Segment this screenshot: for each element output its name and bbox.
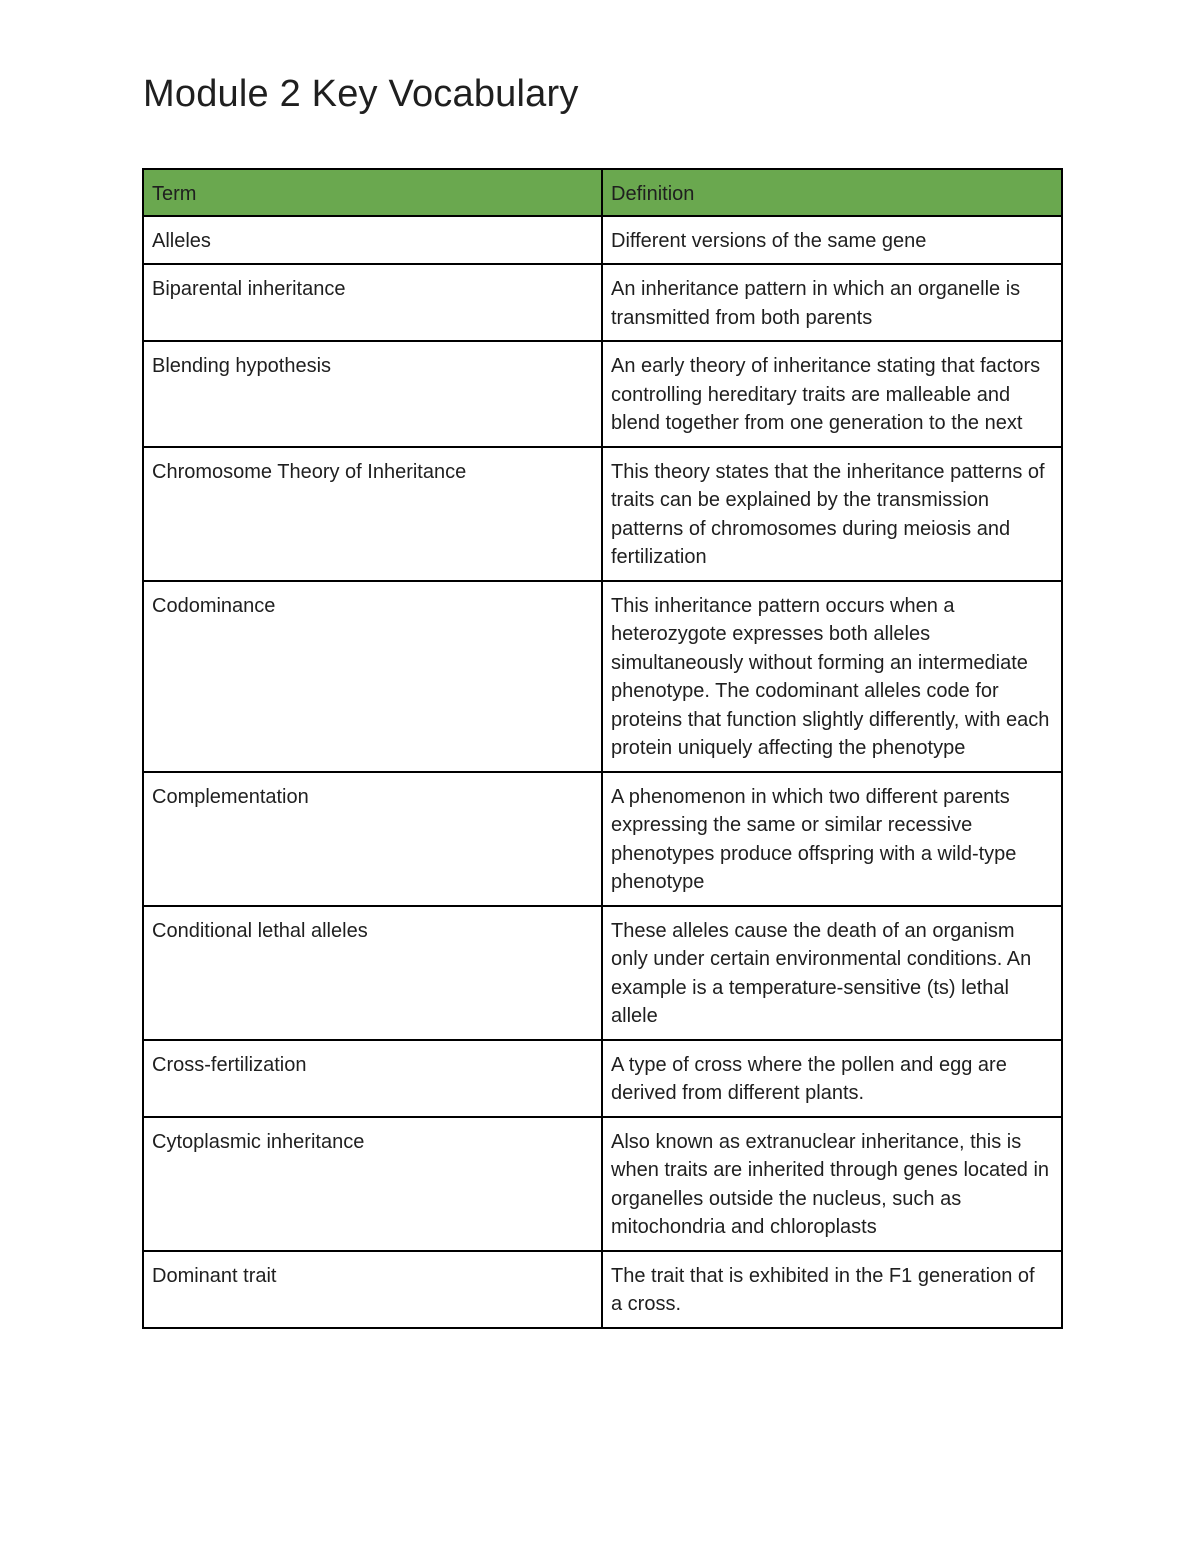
table-header	[143, 169, 1062, 216]
column-header-definition: Definition	[602, 169, 1062, 216]
definition-cell: These alleles cause the death of an organism only under certain environmental conditions. An example is a temperature-sensitive (ts) lethal allele	[602, 906, 1062, 1040]
definition-cell: A type of cross where the pollen and egg are derived from different plants.	[602, 1040, 1062, 1117]
term-cell: Chromosome Theory of Inheritance	[143, 447, 602, 581]
table-row	[143, 906, 1062, 1040]
table-row	[143, 1040, 1062, 1117]
term-cell: Conditional lethal alleles	[143, 906, 602, 1040]
column-header-term: Term	[143, 169, 602, 216]
table-row	[143, 1251, 1062, 1328]
term-cell: Blending hypothesis	[143, 341, 602, 447]
definition-cell: An inheritance pattern in which an organelle is transmitted from both parents	[602, 264, 1062, 341]
term-cell: Cytoplasmic inheritance	[143, 1117, 602, 1251]
table-row	[143, 341, 1062, 447]
table-body	[143, 216, 1062, 1328]
term-cell: Alleles	[143, 216, 602, 265]
term-cell: Dominant trait	[143, 1251, 602, 1328]
table-row	[143, 447, 1062, 581]
definition-cell: This inheritance pattern occurs when a heterozygote expresses both alleles simultaneously without forming an intermediate phenotype. The codominant alleles code for proteins that function slightly differently, with each protein uniquely affecting the phenotype	[602, 581, 1062, 772]
term-cell: Biparental inheritance	[143, 264, 602, 341]
definition-cell: The trait that is exhibited in the F1 generation of a cross.	[602, 1251, 1062, 1328]
definition-cell: This theory states that the inheritance patterns of traits can be explained by the transmission patterns of chromosomes during meiosis and fertilization	[602, 447, 1062, 581]
table-row	[143, 772, 1062, 906]
definition-cell: Different versions of the same gene	[602, 216, 1062, 265]
table-row	[143, 581, 1062, 772]
table-row	[143, 1117, 1062, 1251]
term-cell: Complementation	[143, 772, 602, 906]
definition-cell: An early theory of inheritance stating that factors controlling hereditary traits are malleable and blend together from one generation to the next	[602, 341, 1062, 447]
table-row	[143, 264, 1062, 341]
term-cell: Cross-fertilization	[143, 1040, 602, 1117]
table-row	[143, 216, 1062, 265]
definition-cell: Also known as extranuclear inheritance, this is when traits are inherited through genes located in organelles outside the nucleus, such as mitochondria and chloroplasts	[602, 1117, 1062, 1251]
header-row	[143, 169, 1062, 216]
vocabulary-table	[142, 168, 1063, 1329]
document-title: Module 2 Key Vocabulary	[143, 73, 579, 115]
term-cell: Codominance	[143, 581, 602, 772]
definition-cell: A phenomenon in which two different parents expressing the same or similar recessive phenotypes produce offspring with a wild-type phenotype	[602, 772, 1062, 906]
